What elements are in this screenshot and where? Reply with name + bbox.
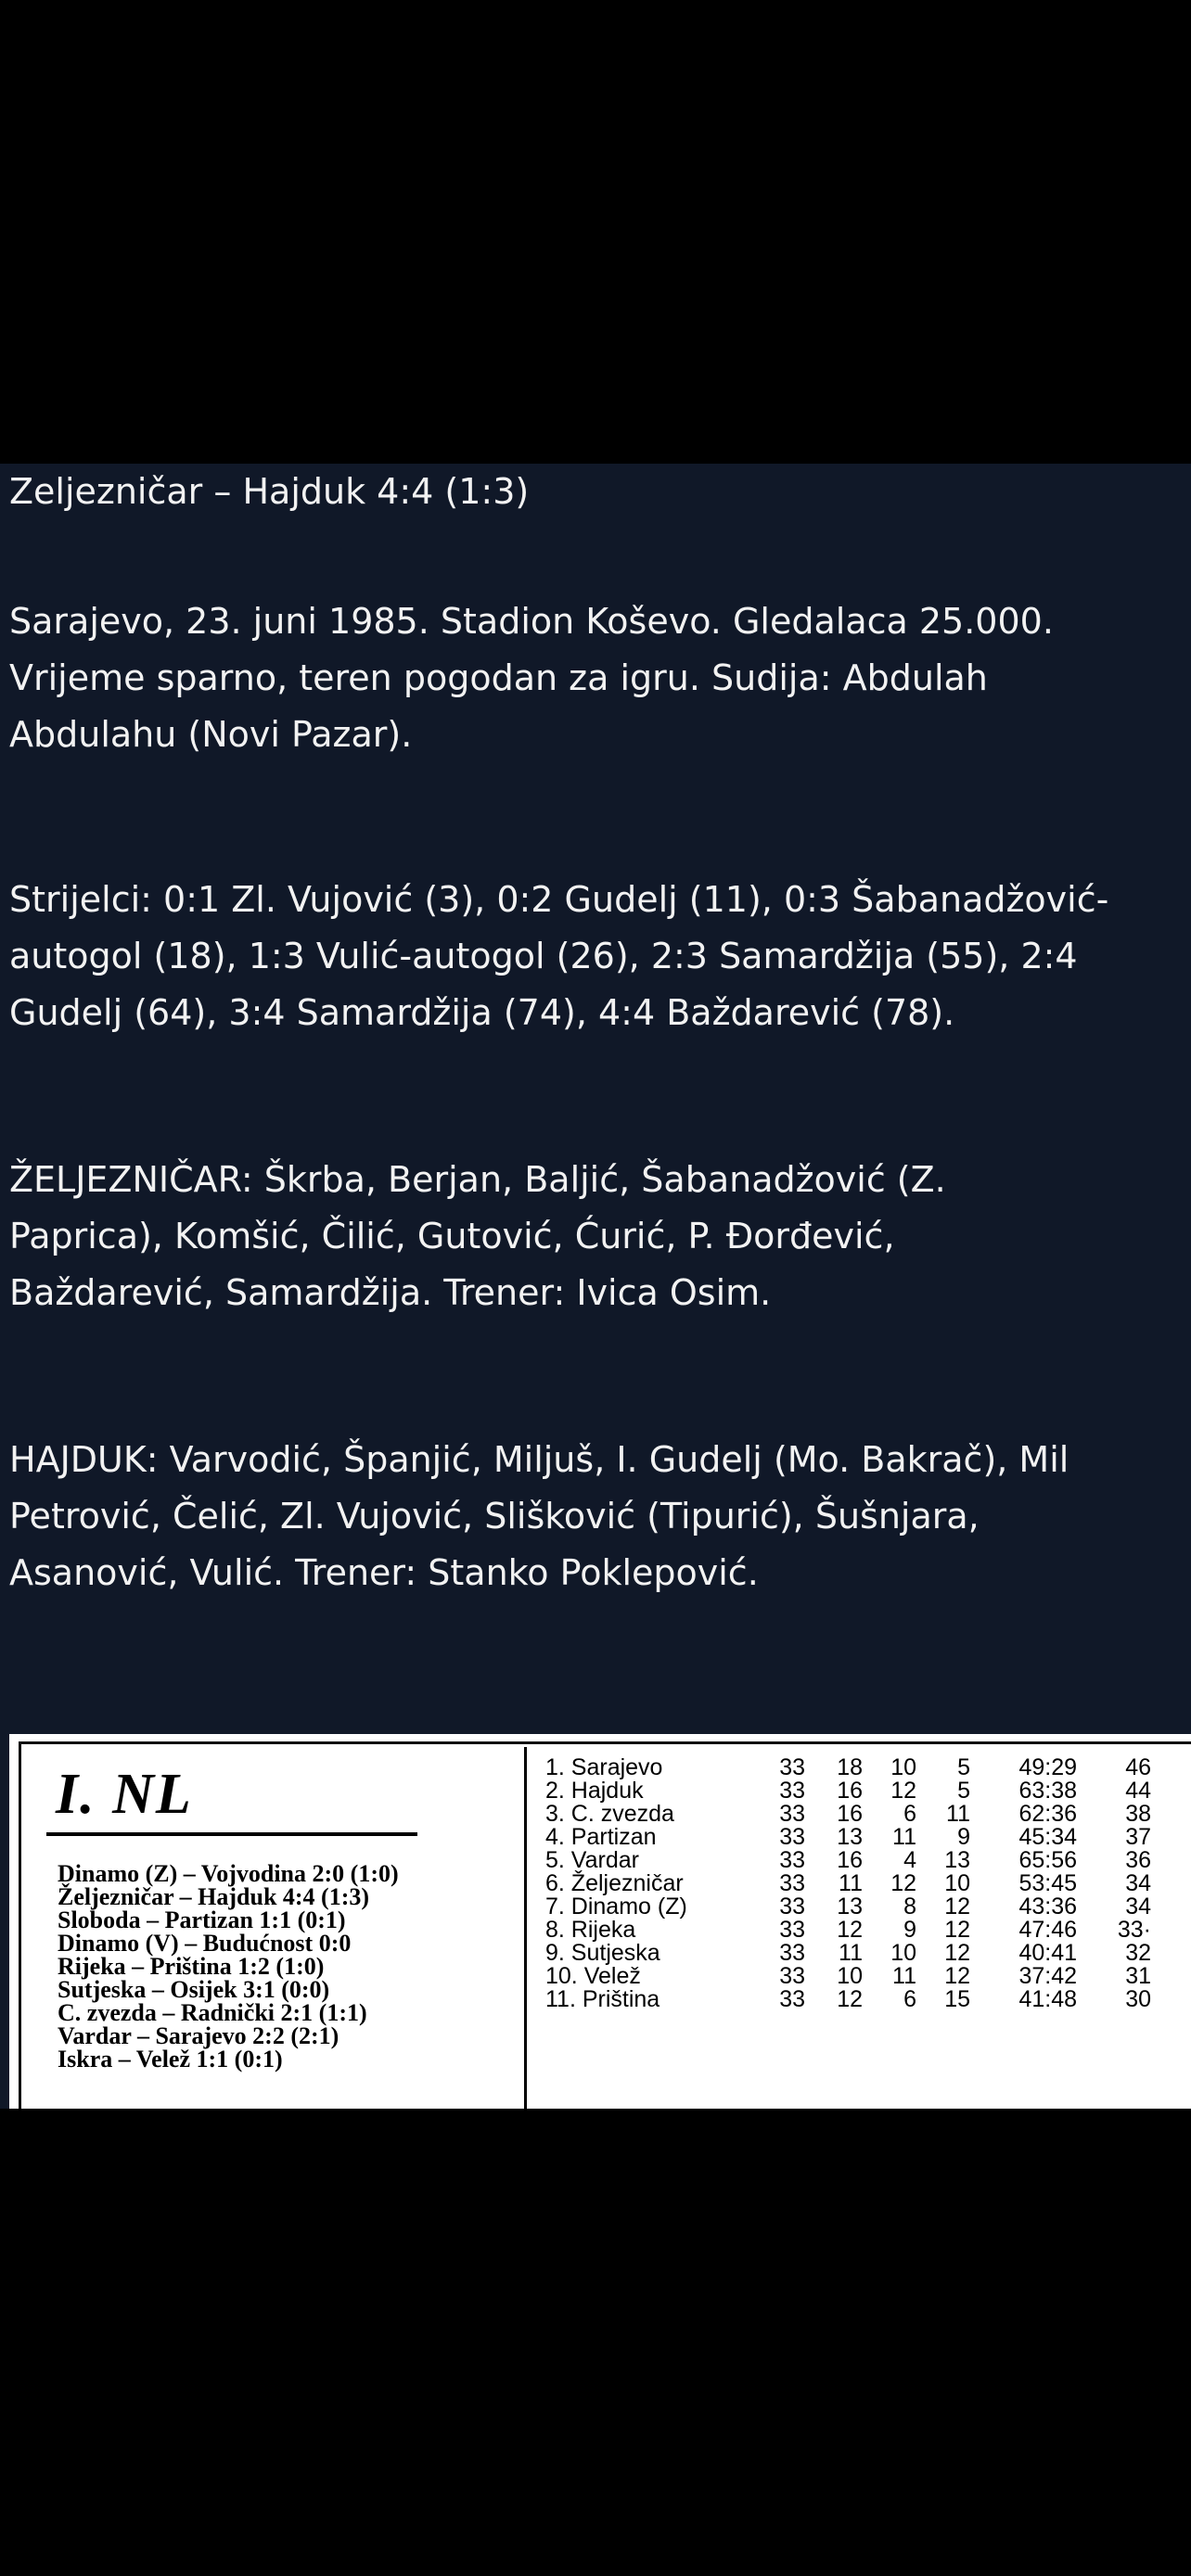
zeljeznicar-lineup-line: ŽELJEZNIČAR: Škrba, Berjan, Baljić, Šabanadžović (Z. xyxy=(9,1159,946,1200)
standings-cell-p: 33 xyxy=(779,1824,805,1850)
standings-cell-w: 10 xyxy=(837,1963,863,1989)
standings-cell-d: 4 xyxy=(903,1847,916,1873)
standings-row xyxy=(538,1872,1151,1895)
result-item: Rijeka – Priština 1:2 (1:0) xyxy=(58,1953,325,1980)
standings-cell-goals: 45:34 xyxy=(1018,1824,1077,1850)
standings-cell-p: 33 xyxy=(779,1870,805,1896)
match-title xyxy=(9,464,1191,520)
standings-row xyxy=(538,1942,1151,1965)
standings-cell-goals: 43:36 xyxy=(1018,1894,1077,1919)
scorers-line: Strijelci: 0:1 Zl. Vujović (3), 0:2 Gudelj (11), 0:3 Šabanadžović- xyxy=(9,879,1109,920)
standings-cell-goals: 49:29 xyxy=(1018,1754,1077,1780)
standings-cell-pts: 33· xyxy=(1117,1917,1151,1943)
standings-cell-p: 33 xyxy=(779,1778,805,1804)
standings-row xyxy=(538,1919,1151,1942)
standings-cell-team: 9. Sutjeska xyxy=(545,1940,660,1966)
standings-cell-team: 5. Vardar xyxy=(545,1847,639,1873)
standings-cell-d: 10 xyxy=(890,1940,916,1966)
standings-cell-goals: 41:48 xyxy=(1018,1986,1077,2012)
standings-cell-pts: 31 xyxy=(1125,1963,1151,1989)
standings-cell-l: 5 xyxy=(957,1778,970,1804)
standings-cell-team: 2. Hajduk xyxy=(545,1778,644,1804)
standings-cell-p: 33 xyxy=(779,1847,805,1873)
result-item: Iskra – Velež 1:1 (0:1) xyxy=(58,2046,283,2072)
standings-cell-team: 11. Priština xyxy=(545,1986,660,2012)
standings-cell-l: 9 xyxy=(957,1824,970,1850)
standings-cell-d: 9 xyxy=(903,1917,916,1943)
standings-cell-d: 12 xyxy=(890,1778,916,1804)
standings-cell-w: 12 xyxy=(837,1986,863,2012)
standings-cell-team: 8. Rijeka xyxy=(545,1917,636,1943)
standings-cell-goals: 37:42 xyxy=(1018,1963,1077,1989)
standings-cell-team: 4. Partizan xyxy=(545,1824,657,1850)
standings-cell-team: 7. Dinamo (Z) xyxy=(545,1894,687,1919)
standings-cell-l: 11 xyxy=(946,1801,970,1827)
standings-cell-pts: 30 xyxy=(1125,1986,1151,2012)
standings-cell-w: 18 xyxy=(837,1754,863,1780)
hajduk-lineup xyxy=(9,1432,1191,1601)
match-info-line: Vrijeme sparno, teren pogodan za igru. Sudija: Abdulah xyxy=(9,657,988,698)
result-item: C. zvezda – Radnički 2:1 (1:1) xyxy=(58,1999,367,2026)
standings-cell-pts: 44 xyxy=(1125,1778,1151,1804)
standings-cell-p: 33 xyxy=(779,1986,805,2012)
standings-cell-goals: 47:46 xyxy=(1018,1917,1077,1943)
standings-cell-d: 12 xyxy=(890,1870,916,1896)
standings-cell-l: 5 xyxy=(957,1754,970,1780)
standings-cell-d: 11 xyxy=(892,1824,916,1850)
standings-cell-p: 33 xyxy=(779,1754,805,1780)
standings-row xyxy=(538,1779,1151,1803)
standings-cell-d: 6 xyxy=(903,1801,916,1827)
standings-cell-pts: 46 xyxy=(1125,1754,1151,1780)
standings-cell-d: 11 xyxy=(892,1963,916,1989)
match-title-text: Zeljezničar – Hajduk 4:4 (1:3) xyxy=(9,471,530,512)
hajduk-lineup-line: Petrović, Čelić, Zl. Vujović, Slišković (Tipurić), Šušnjara, xyxy=(9,1496,980,1537)
result-item: Željezničar – Hajduk 4:4 (1:3) xyxy=(58,1883,370,1910)
standings-cell-team: 6. Željezničar xyxy=(545,1870,684,1896)
results-list xyxy=(58,1862,399,2071)
standings-cell-w: 11 xyxy=(839,1870,863,1896)
standings-cell-p: 33 xyxy=(779,1940,805,1966)
standings-cell-goals: 53:45 xyxy=(1018,1870,1077,1896)
result-item: Sutjeska – Osijek 3:1 (0:0) xyxy=(58,1976,330,2003)
standings-row xyxy=(538,1803,1151,1826)
standings-cell-pts: 38 xyxy=(1125,1801,1151,1827)
zeljeznicar-lineup-line: Baždarević, Samardžija. Trener: Ivica Osim. xyxy=(9,1272,772,1313)
scorers-line: Gudelj (64), 3:4 Samardžija (74), 4:4 Baždarević (78). xyxy=(9,992,955,1033)
post-content xyxy=(0,464,1191,2109)
standings-body xyxy=(538,1756,1151,2011)
standings-cell-p: 33 xyxy=(779,1894,805,1919)
standings-cell-l: 13 xyxy=(944,1847,970,1873)
standings-row xyxy=(538,1965,1151,1988)
standings-cell-team: 1. Sarajevo xyxy=(545,1754,663,1780)
standings-cell-goals: 40:41 xyxy=(1018,1940,1077,1966)
standings-row xyxy=(538,1895,1151,1919)
standings-row xyxy=(538,1849,1151,1872)
standings-cell-team: 3. C. zvezda xyxy=(545,1801,674,1827)
standings-cell-w: 16 xyxy=(837,1778,863,1804)
standings-cell-team: 10. Velež xyxy=(545,1963,641,1989)
standings-cell-pts: 32 xyxy=(1125,1940,1151,1966)
standings-cell-pts: 37 xyxy=(1125,1824,1151,1850)
newspaper-clipping xyxy=(9,1734,1191,2109)
standings-table xyxy=(538,1756,1151,2011)
standings-cell-l: 15 xyxy=(944,1986,970,2012)
result-item: Dinamo (V) – Budućnost 0:0 xyxy=(58,1930,352,1957)
standings-cell-w: 16 xyxy=(837,1801,863,1827)
match-info-line: Sarajevo, 23. juni 1985. Stadion Koševo. Gledalaca 25.000. xyxy=(9,601,1054,642)
standings-cell-p: 33 xyxy=(779,1917,805,1943)
zeljeznicar-lineup xyxy=(9,1152,1191,1321)
standings-cell-pts: 34 xyxy=(1125,1870,1151,1896)
scorers-line: autogol (18), 1:3 Vulić-autogol (26), 2:3 Samardžija (55), 2:4 xyxy=(9,936,1078,976)
league-title-underline xyxy=(46,1832,417,1836)
standings-cell-d: 10 xyxy=(890,1754,916,1780)
scorers xyxy=(9,872,1191,1041)
standings-cell-goals: 63:38 xyxy=(1018,1778,1077,1804)
standings-row xyxy=(538,1826,1151,1849)
hajduk-lineup-line: HAJDUK: Varvodić, Španjić, Miljuš, I. Gudelj (Mo. Bakrač), Mil xyxy=(9,1439,1069,1480)
match-info-line: Abdulahu (Novi Pazar). xyxy=(9,714,413,755)
result-item: Vardar – Sarajevo 2:2 (2:1) xyxy=(58,2022,339,2049)
standings-cell-l: 12 xyxy=(944,1917,970,1943)
standings-cell-p: 33 xyxy=(779,1801,805,1827)
standings-cell-l: 12 xyxy=(944,1940,970,1966)
result-item: Dinamo (Z) – Vojvodina 2:0 (1:0) xyxy=(58,1860,399,1887)
column-divider xyxy=(524,1747,527,2109)
standings-cell-d: 8 xyxy=(903,1894,916,1919)
standings-row xyxy=(538,1756,1151,1779)
league-title: I. NL xyxy=(56,1763,193,1826)
standings-cell-l: 12 xyxy=(944,1963,970,1989)
hajduk-lineup-line: Asanović, Vulić. Trener: Stanko Poklepović. xyxy=(9,1552,759,1593)
standings-cell-l: 10 xyxy=(944,1870,970,1896)
standings-cell-l: 12 xyxy=(944,1894,970,1919)
standings-cell-goals: 65:56 xyxy=(1018,1847,1077,1873)
standings-cell-goals: 62:36 xyxy=(1018,1801,1077,1827)
result-item: Sloboda – Partizan 1:1 (0:1) xyxy=(58,1906,346,1933)
zeljeznicar-lineup-line: Paprica), Komšić, Čilić, Gutović, Ćurić, P. Đorđević, xyxy=(9,1216,895,1256)
standings-cell-w: 13 xyxy=(837,1894,863,1919)
standings-cell-w: 12 xyxy=(837,1917,863,1943)
standings-cell-pts: 36 xyxy=(1125,1847,1151,1873)
match-info xyxy=(9,593,1191,763)
standings-cell-pts: 34 xyxy=(1125,1894,1151,1919)
standings-cell-d: 6 xyxy=(903,1986,916,2012)
standings-cell-w: 16 xyxy=(837,1847,863,1873)
standings-cell-p: 33 xyxy=(779,1963,805,1989)
standings-cell-w: 13 xyxy=(837,1824,863,1850)
standings-cell-w: 11 xyxy=(839,1940,863,1966)
standings-row xyxy=(538,1988,1151,2011)
